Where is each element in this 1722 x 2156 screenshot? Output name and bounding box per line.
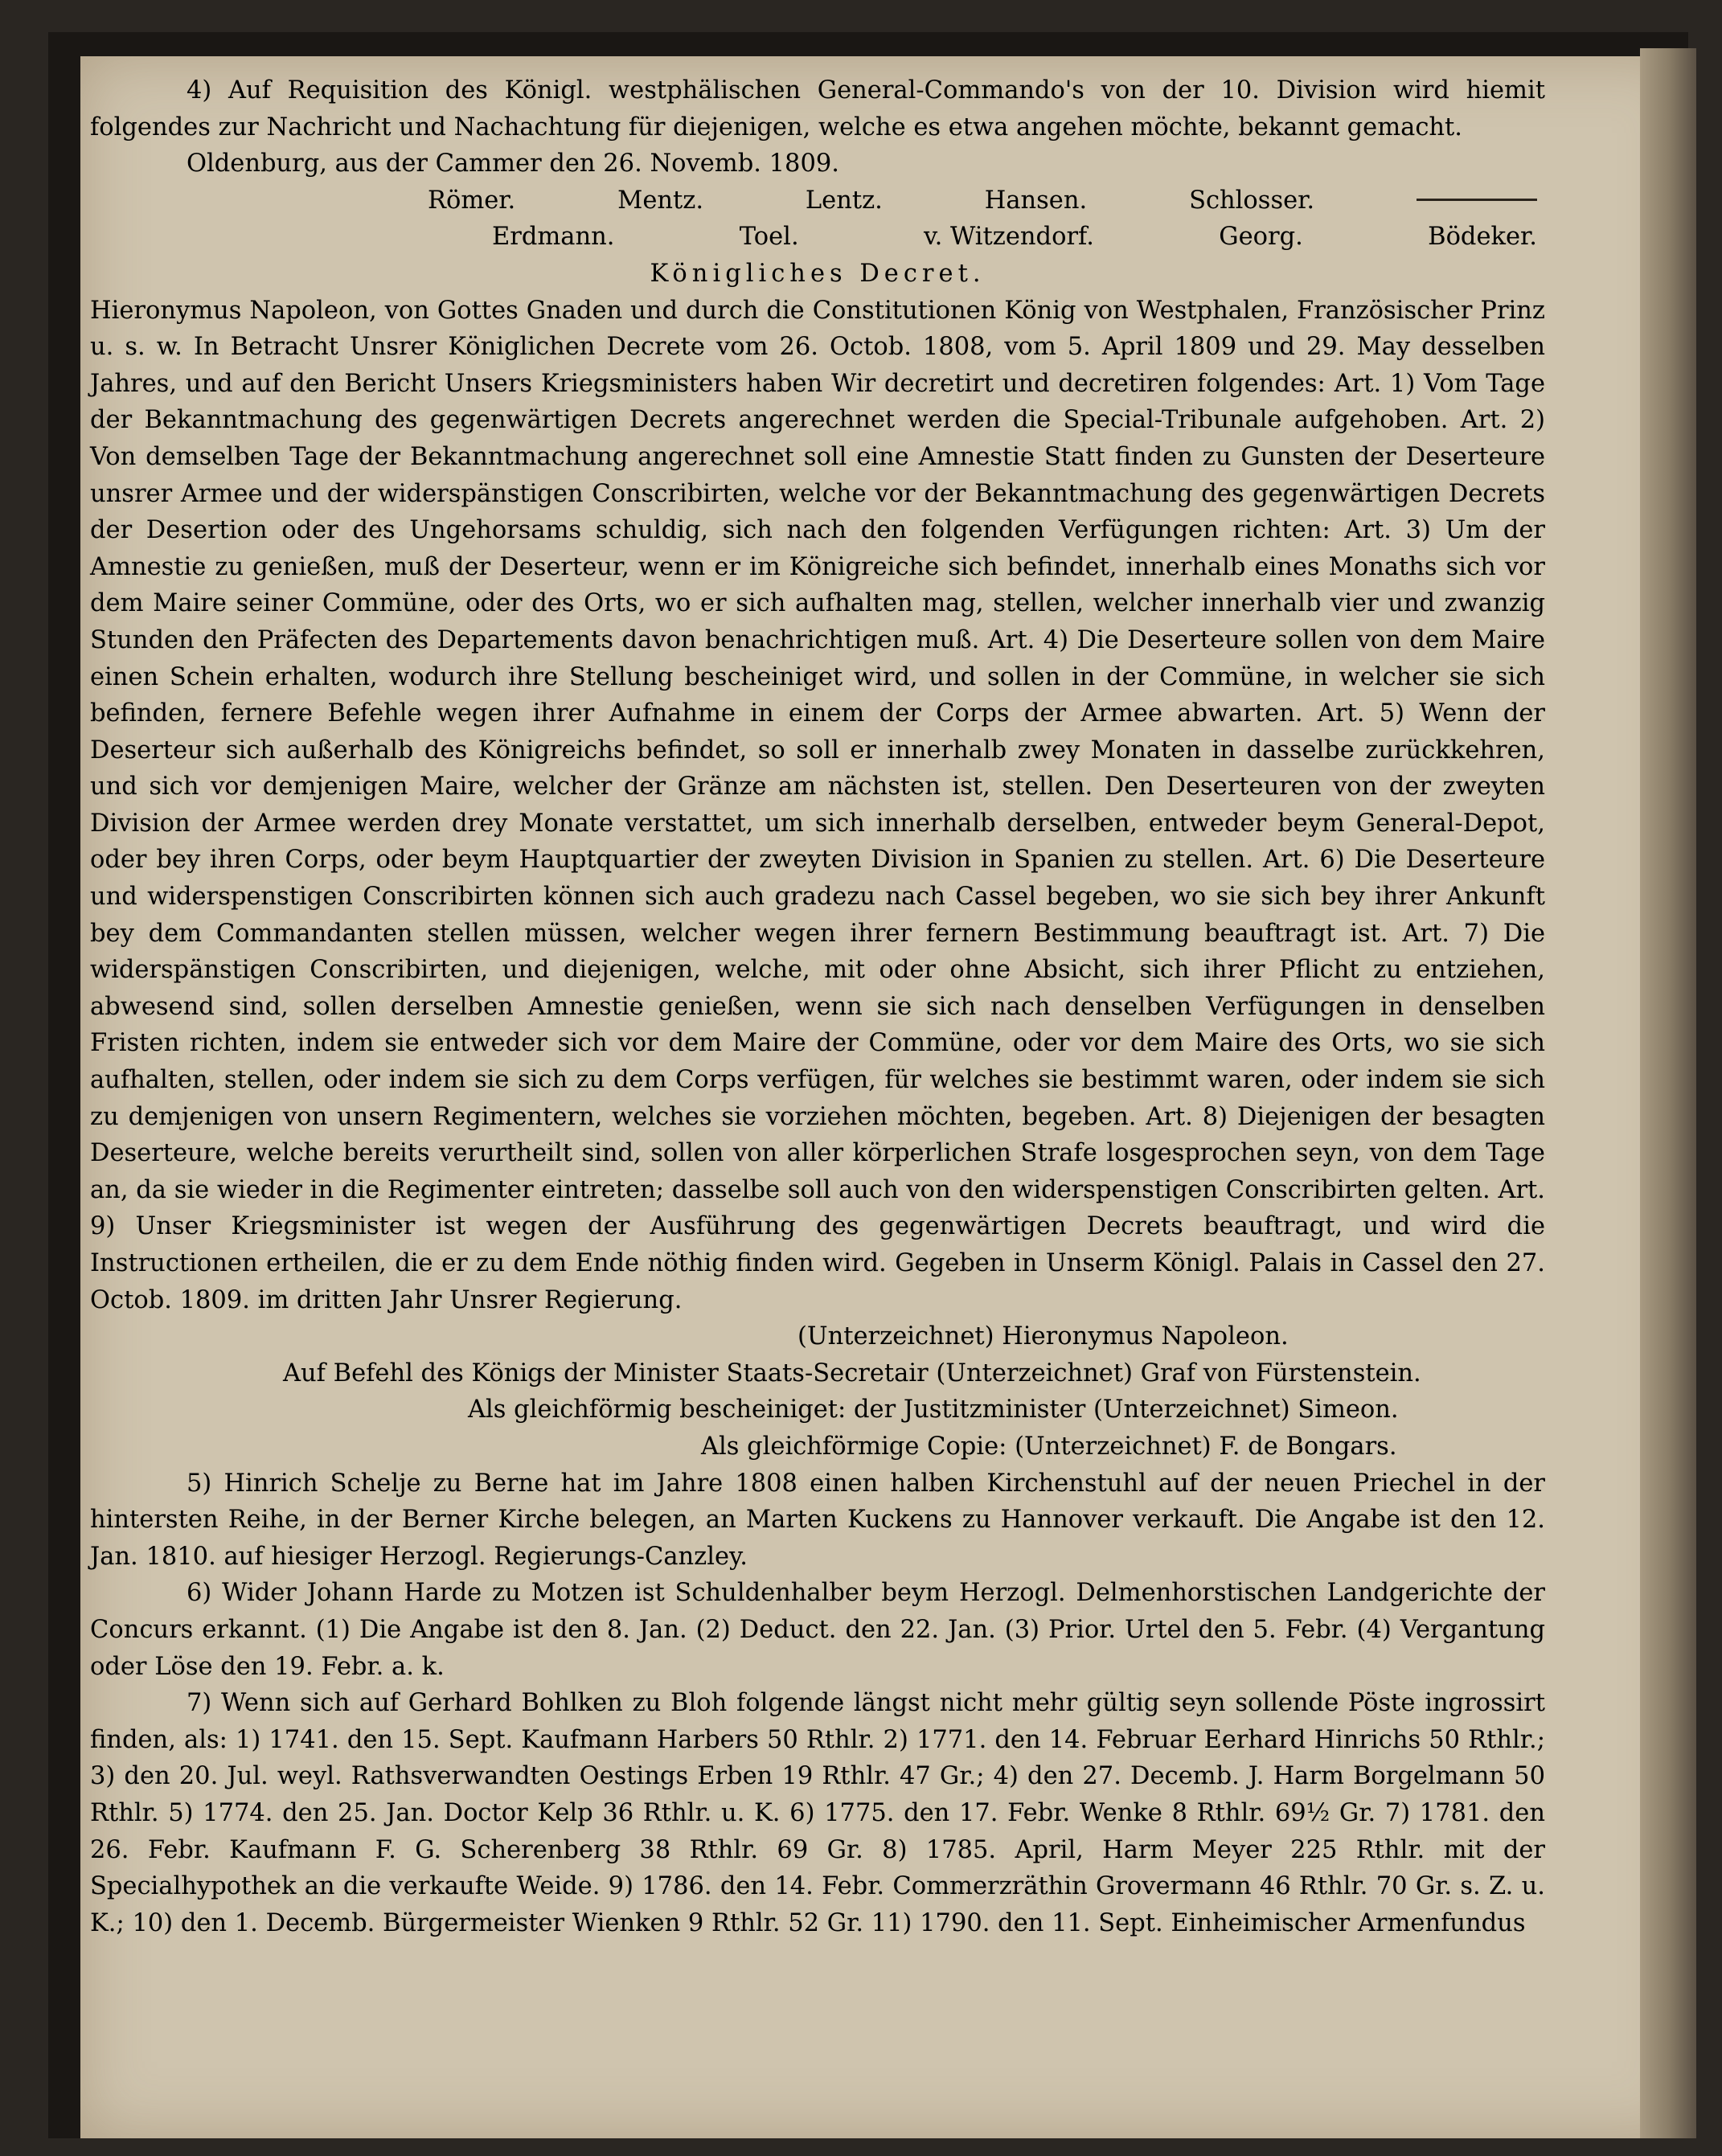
- rule-line: [1417, 182, 1537, 201]
- signatory: Schlosser.: [1189, 186, 1315, 215]
- certification: Als gleichförmig bescheiniget: der Justitzminister (Unterzeichnet) Simeon.: [468, 1396, 1399, 1424]
- signatories-row-2: [90, 219, 1545, 256]
- signatory: Römer.: [428, 186, 516, 215]
- signatory: Erdmann.: [492, 223, 615, 252]
- signatory: Georg.: [1219, 223, 1303, 252]
- notice-5: 5) Hinrich Schelje zu Berne hat im Jahre 1808 einen halben Kirchenstuhl auf der neuen Priechel in der hintersten Reihe, in der Berner Kirche belegen, an Marten Kuckens zu Hannover verkauft. Die Angabe ist den 12. Jan. 1810. auf hiesiger Herzogl. Regierungs-Canzley.: [90, 1469, 1545, 1571]
- signatory: v. Witzendorf.: [923, 223, 1094, 252]
- copy-certification: Als gleichförmige Copie: (Unterzeichnet) F. de Bongars.: [701, 1432, 1397, 1461]
- decree-body: Hieronymus Napoleon, von Gottes Gnaden und durch die Constitutionen König von Westphalen, Französischer Prinz u. s. w. In Betracht Unsrer Königlichen Decrete vom 26. Octob. 1808, vom 5. April 1809 und 29. May desselben Jahres, und auf den Bericht Unsers Kriegsministers haben Wir decretirt und decretiren folgendes: Art. 1) Vom Tage der Bekanntmachung des gegenwärtigen Decrets angerechnet werden die Special-Tribunale aufgehoben. Art. 2) Von demselben Tage der Bekanntmachung angerechnet soll eine Amnestie Statt finden zu Gunsten der Deserteure unsrer Armee und der widerspänstigen Conscribirten, welche vor der Bekanntmachung des gegenwärtigen Decrets der Desertion oder des Ungehorsams schuldig, sich nach den folgenden Verfügungen richten: Art. 3) Um der Amnestie zu genießen, muß der Deserteur, wenn er im Königreiche sich befindet, innerhalb eines Monaths sich vor dem Maire seiner Commüne, oder des Orts, wo er sich aufhalten mag, stellen, welcher innerhalb vier und zwanzig Stunden den Präfecten des Departements davon benachrichtigen muß. Art. 4) Die Deserteure sollen von dem Maire einen Schein erhalten, wodurch ihre Stellung bescheiniget wird, und sollen in der Commüne, in welcher sie sich befinden, fernere Befehle wegen ihrer Aufnahme in einem der Corps der Armee abwarten. Art. 5) Wenn der Deserteur sich außerhalb des Königreichs befindet, so soll er innerhalb zwey Monaten in dasselbe zurückkehren, und sich vor demjenigen Maire, welcher der Gränze am nächsten ist, stellen. Den Deserteuren von der zweyten Division der Armee werden drey Monate verstattet, um sich innerhalb derselben, entweder beym General-Depot, oder bey ihren Corps, oder beym Hauptquartier der zweyten Division in Spanien zu stellen. Art. 6) Die Deserteure und widerspenstigen Conscribirten können sich auch gradezu nach Cassel begeben, wo sie sich bey ihrer Ankunft bey dem Commandanten stellen müssen, welcher wegen ihrer fernern Bestimmung beauftragt ist. Art. 7) Die widerspänstigen Conscribirten, und diejenigen, welche, mit oder ohne Absicht, sich ihrer Pflicht zu entziehen, abwesend sind, sollen derselben Amnestie genießen, wenn sie sich nach denselben Verfügungen in denselben Fristen richten, indem sie entweder sich vor dem Maire der Commüne, oder vor dem Maire des Orts, wo sie sich aufhalten, stellen, oder indem sie sich zu dem Corps verfügen, für welches sie bestimmt waren, oder indem sie sich zu demjenigen von unsern Regimentern, welches sie vorziehen möchten, begeben. Art. 8) Diejenigen der besagten Deserteure, welche bereits verurtheilt sind, sollen von aller körperlichen Strafe losgesprochen seyn, von dem Tage an, da sie wieder in die Regimenter eintreten; dasselbe soll auch von den widerspenstigen Conscribirten gelten. Art. 9) Unser Kriegsminister ist wegen der Ausführung des gegenwärtigen Decrets beauftragt, und wird die Instructionen ertheilen, die er zu dem Ende nöthig finden wird. Gegeben in Unserm Königl. Palais in Cassel den 27. Octob. 1809. im dritten Jahr Unsrer Regierung.: [90, 296, 1545, 1314]
- notice-6: 6) Wider Johann Harde zu Motzen ist Schuldenhalber beym Herzogl. Delmenhorstischen Landgerichte der Concurs erkannt. (1) Die Angabe ist den 8. Jan. (2) Deduct. den 22. Jan. (3) Prior. Urtel den 5. Febr. (4) Vergantung oder Löse den 19. Febr. a. k.: [90, 1579, 1545, 1681]
- decree-heading: Königliches Decret.: [650, 259, 986, 288]
- signatory: Toel.: [739, 223, 799, 252]
- place-date: Oldenburg, aus der Cammer den 26. Novemb. 1809.: [187, 150, 839, 178]
- notice-4: 4) Auf Requisition des Königl. westphälischen General-Commando's von der 10. Division wird hiemit folgendes zur Nachricht und Nachachtung für diejenigen, welche es etwa angehen möchte, bekannt gemacht.: [90, 76, 1545, 141]
- decree-signature: (Unterzeichnet) Hieronymus Napoleon.: [797, 1322, 1289, 1351]
- signatory: Mentz.: [617, 186, 704, 215]
- countersign-minister: Auf Befehl des Königs der Minister Staats-Secretair (Unterzeichnet) Graf von Fürstenstein.: [283, 1359, 1421, 1387]
- signatory: Hansen.: [984, 186, 1088, 215]
- signatories-row-1: [90, 182, 1545, 219]
- page-text: [90, 72, 1545, 1941]
- signatory: Lentz.: [805, 186, 883, 215]
- notice-7: 7) Wenn sich auf Gerhard Bohlken zu Bloh folgende längst nicht mehr gültig seyn sollende Pöste ingrossirt finden, als: 1) 1741. den 15. Sept. Kaufmann Harbers 50 Rthlr. 2) 1771. den 14. Februar Eerhard Hinrichs 50 Rthlr.; 3) den 20. Jul. weyl. Rathsverwandten Oestings Erben 19 Rthlr. 47 Gr.; 4) den 27. Decemb. J. Harm Borgelmann 50 Rthlr. 5) 1774. den 25. Jan. Doctor Kelp 36 Rthlr. u. K. 6) 1775. den 17. Febr. Wenke 8 Rthlr. 69½ Gr. 7) 1781. den 26. Febr. Kaufmann F. G. Scherenberg 38 Rthlr. 69 Gr. 8) 1785. April, Harm Meyer 225 Rthlr. mit der Specialhypothek an die verkaufte Weide. 9) 1786. den 14. Febr. Commerzräthin Grovermann 46 Rthlr. 70 Gr. s. Z. u. K.; 10) den 1. Decemb. Bürgermeister Wienken 9 Rthlr. 52 Gr. 11) 1790. den 11. Sept. Einheimischer Armenfundus: [90, 1689, 1545, 1937]
- signatory: Bödeker.: [1428, 223, 1537, 252]
- page-edge: [1640, 48, 1696, 2138]
